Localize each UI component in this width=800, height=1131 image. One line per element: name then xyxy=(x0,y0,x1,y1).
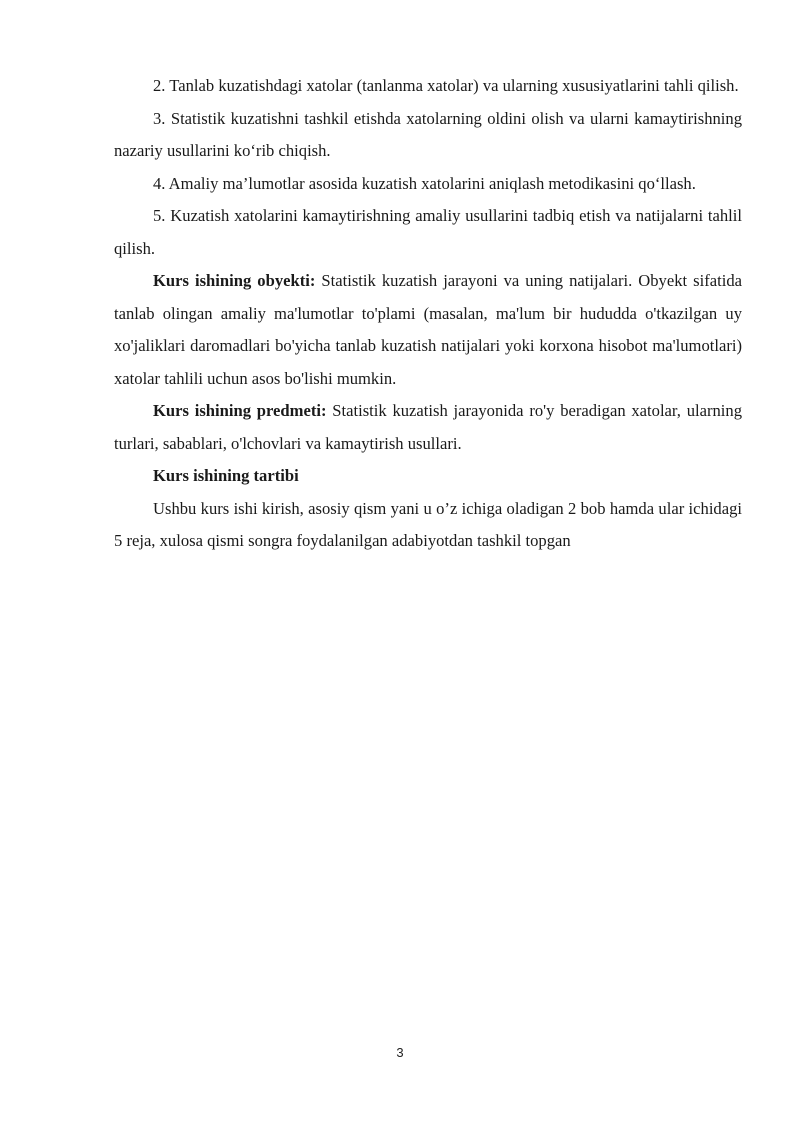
subject-heading: Kurs ishining predmeti: xyxy=(153,401,327,420)
object-text: Statistik kuzatish jarayoni va uning natijalari. Obyekt sifatida tanlab olingan amaliy ma'lumotlar to'plami (masalan, ma'lum bir hududda o'tkazilgan uy xo'jaliklari daromadlari bo'yicha tanlab kuzatish natijalari yoki korxona hisobot ma'lumotlari) xatolar tahlili uchun asos bo'lishi mumkin. xyxy=(114,271,742,388)
object-paragraph xyxy=(114,265,742,395)
subject-text: Statistik kuzatish jarayonida ro'y beradigan xatolar, ularning turlari, sabablari, o'lchovlari va kamaytirish usullari. xyxy=(114,401,743,453)
object-heading: Kurs ishining obyekti: xyxy=(153,271,316,290)
order-heading: Kurs ishining tartibi xyxy=(153,466,299,485)
task-item-2: 2. Tanlab kuzatishdagi xatolar (tanlanma xatolar) va ularning xususiyatlarini tahli qilish. xyxy=(153,76,739,95)
task-item-5: 5. Kuzatish xatolarini kamaytirishning amaliy usullarini tadbiq etish va natijalarni tahlil qilish. xyxy=(114,206,742,258)
document-body xyxy=(114,70,742,558)
task-item-3: 3. Statistik kuzatishni tashkil etishda xatolarning oldini olish va ularni kamaytirishning nazariy usullarini ko‘rib chiqish. xyxy=(114,108,742,160)
order-paragraph: Ushbu kurs ishi kirish, asosiy qism yani u o’z ichiga oladigan 2 bob hamda ular ichidagi 5 reja, xulosa qismi songra foydalanilgan adabiyotdan tashkil topgan xyxy=(114,498,742,550)
subject-paragraph xyxy=(114,395,742,460)
order-heading-paragraph xyxy=(114,460,742,493)
task-item-4: 4. Amaliy ma’lumotlar asosida kuzatish xatolarini aniqlash metodikasini qo‘llash. xyxy=(153,173,696,193)
page-number: 3 xyxy=(396,1045,404,1060)
